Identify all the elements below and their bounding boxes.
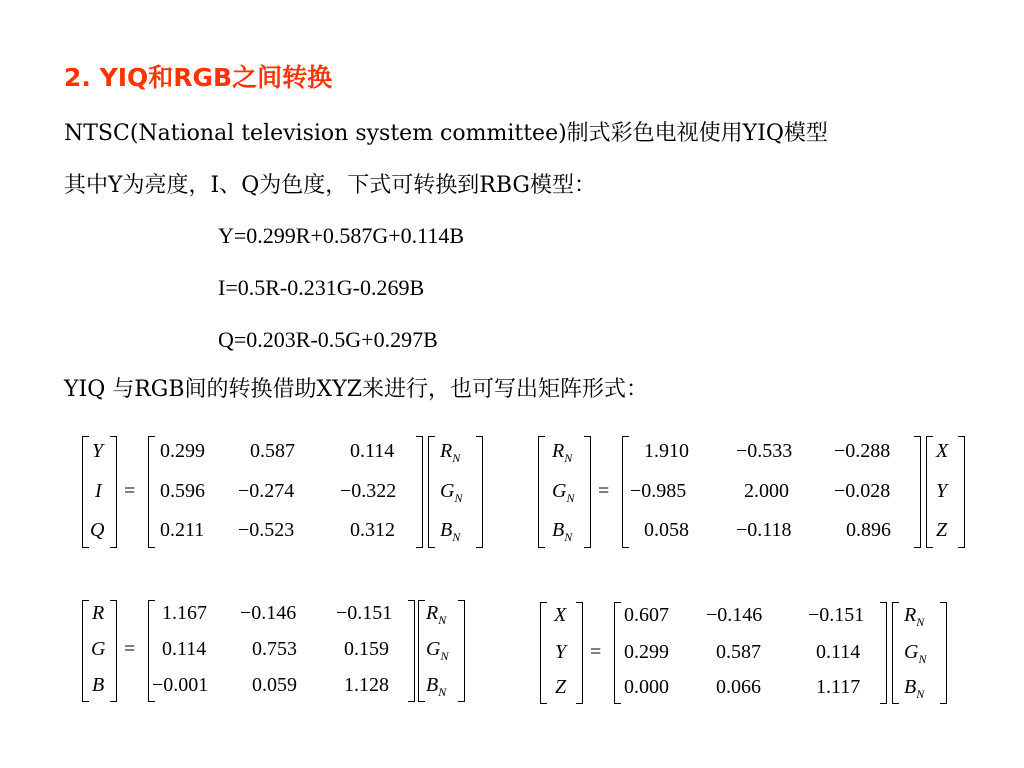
slide-title: 2. YIQ和RGB之间转换: [64, 63, 333, 92]
m1-left-0: Y: [92, 440, 104, 462]
m2-right-1: Y: [936, 480, 948, 502]
m1-c10: 0.596: [160, 480, 205, 502]
m2-c12: −0.028: [834, 480, 891, 502]
m4-left-1: Y: [555, 641, 567, 663]
m1-right-2: $B_N$: [440, 519, 461, 544]
m4-right-1: $G_N$: [904, 641, 927, 666]
m3-right-0: $R_N$: [426, 602, 447, 627]
m1-right-1: $G_N$: [440, 480, 463, 505]
m1-equals: =: [124, 480, 136, 502]
m2-left-1: $G_N$: [552, 480, 575, 505]
m3-c21: 0.059: [252, 674, 297, 696]
m2-right-0: X: [936, 440, 949, 462]
m2-c02: −0.288: [834, 440, 891, 462]
m3-c11: 0.753: [252, 638, 297, 660]
m4-equals: =: [590, 641, 602, 663]
m4-c20: 0.000: [624, 676, 669, 698]
m2-left-2: $B_N$: [552, 519, 573, 544]
m4-c02: −0.151: [808, 604, 865, 626]
m3-c22: 1.128: [344, 674, 389, 696]
m3-left-1: G: [91, 638, 106, 660]
m4-c21: 0.066: [716, 676, 761, 698]
m1-c22: 0.312: [350, 519, 395, 541]
m3-c01: −0.146: [240, 602, 297, 624]
m1-c01: 0.587: [250, 440, 295, 462]
m4-c12: 0.114: [816, 641, 861, 663]
matrix-intro-line: YIQ 与RGB间的转换借助XYZ来进行，也可写出矩阵形式：: [64, 377, 649, 402]
m2-c22: 0.896: [846, 519, 891, 541]
m1-c11: −0.274: [238, 480, 295, 502]
m4-left-2: Z: [555, 676, 567, 698]
m4-c01: −0.146: [706, 604, 763, 626]
m1-left-1: I: [95, 480, 102, 502]
m2-c20: 0.058: [644, 519, 689, 541]
m1-left-2: Q: [90, 519, 105, 541]
m2-c00: 1.910: [644, 440, 689, 462]
m4-c22: 1.117: [816, 676, 861, 698]
m3-c00: 1.167: [162, 602, 207, 624]
m2-c21: −0.118: [736, 519, 792, 541]
m3-c12: 0.159: [344, 638, 389, 660]
m1-c21: −0.523: [238, 519, 295, 541]
m4-c00: 0.607: [624, 604, 669, 626]
m4-c11: 0.587: [716, 641, 761, 663]
m4-left-0: X: [554, 604, 567, 626]
m1-c02: 0.114: [350, 440, 395, 462]
m4-c10: 0.299: [624, 641, 669, 663]
equation-i: I=0.5R-0.231G-0.269B: [218, 275, 425, 300]
m3-left-0: R: [92, 602, 105, 624]
m2-c10: −0.985: [630, 480, 687, 502]
m2-c01: −0.533: [736, 440, 793, 462]
m1-c00: 0.299: [160, 440, 205, 462]
m2-left-0: $R_N$: [552, 440, 573, 465]
equation-q: Q=0.203R-0.5G+0.297B: [218, 327, 438, 352]
m1-c12: −0.322: [340, 480, 397, 502]
m2-c11: 2.000: [744, 480, 789, 502]
m1-c20: 0.211: [160, 519, 205, 541]
m3-c20: −0.001: [152, 674, 209, 696]
m3-right-2: $B_N$: [426, 674, 447, 699]
m3-right-1: $G_N$: [426, 638, 449, 663]
m3-left-2: B: [92, 674, 105, 696]
m4-right-2: $B_N$: [904, 676, 925, 701]
m2-right-2: Z: [936, 519, 948, 541]
m3-c02: −0.151: [336, 602, 393, 624]
m1-right-0: $R_N$: [440, 440, 461, 465]
ntsc-line: NTSC(National television system committee)制式彩色电视使用YIQ模型: [64, 121, 828, 146]
m2-equals: =: [598, 480, 610, 502]
luminance-line: 其中Y为亮度，I、Q为色度，下式可转换到RBG模型：: [64, 173, 596, 198]
m3-c10: 0.114: [162, 638, 207, 660]
m3-equals: =: [124, 638, 136, 660]
m4-right-0: $R_N$: [904, 604, 925, 629]
equation-y: Y=0.299R+0.587G+0.114B: [218, 223, 465, 248]
